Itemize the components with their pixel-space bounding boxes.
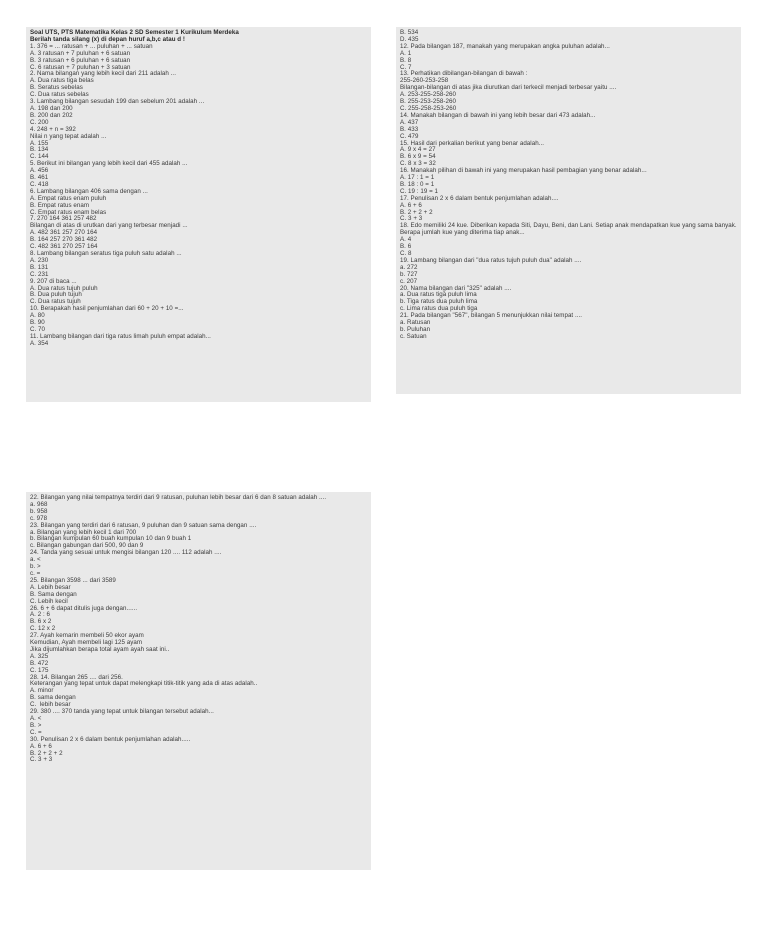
text-line: C. Lebih kecil	[30, 597, 68, 605]
text-line: A. 437	[400, 118, 419, 126]
text-line: B. 18 : 0 = 1	[400, 180, 435, 188]
text-line: A. 230	[30, 256, 49, 264]
text-line: B. 461	[30, 174, 49, 182]
text-line: B. sama dengan	[30, 694, 76, 702]
text-line: C. =	[30, 728, 42, 736]
text-line: c. Satuan	[400, 332, 427, 340]
text-line: A. minor	[30, 687, 54, 695]
text-line: 16. Manakah pilihan di bawah ini yang merupakan hasil pembagian yang benar adalah...	[400, 167, 647, 175]
text-line: c. =	[30, 569, 41, 577]
text-line: c. 978	[30, 514, 48, 522]
text-line: Berilah tanda silang (x) di depan huruf a,b,c atau d !	[30, 35, 186, 43]
text-line: B. Sama dengan	[30, 590, 77, 598]
text-line: 26. 6 + 6 dapat ditulis juga dengan......	[30, 604, 138, 612]
text-line: 9. 207 di baca ...	[30, 277, 77, 285]
text-line: 12. Pada bilangan 187, manakah yang merupakan angka puluhan adalah...	[400, 42, 610, 50]
text-line: C. 6 ratusan + 7 puluhan + 3 satuan	[30, 63, 131, 71]
text-line: B. 2 + 2 + 2	[400, 208, 433, 216]
text-line: 15. Hasil dari perkalian berikut yang benar adalah...	[400, 139, 545, 147]
text-line: C. 255-258-253-260	[400, 104, 457, 112]
text-line: b. >	[30, 563, 41, 571]
text-line: C. 200	[30, 118, 49, 126]
text-line: C. Empat ratus enam belas	[30, 208, 107, 216]
text-line: B. 3 ratusan + 6 puluhan + 6 satuan	[30, 56, 131, 64]
text-line: B. 200 dan 202	[30, 111, 73, 119]
text-line: C. 8 x 3 = 32	[400, 160, 436, 168]
text-line: B. 534	[400, 29, 419, 36]
text-line: C. 3 + 3	[30, 756, 53, 764]
text-line: B. 433	[400, 125, 419, 133]
text-line: B. Dua puluh tujuh	[30, 291, 82, 299]
text-line: B. 134	[30, 146, 49, 154]
text-line: 10. Berapakah hasil penjumlahan dari 60 + 20 + 10 =...	[30, 305, 184, 313]
text-line: a. Ratusan	[400, 319, 431, 327]
text-line: B. 472	[30, 659, 49, 667]
text-line: 6. Lambang bilangan 406 sama dengan ...	[30, 187, 148, 195]
text-line: B. 2 + 2 + 2	[30, 749, 63, 757]
text-line: 4. 248 + n = 392	[30, 125, 76, 133]
text-line: 1. 376 = ... ratusan + ... puluhan + ... satuan	[30, 42, 153, 50]
text-line: a. 272	[400, 263, 418, 271]
text-line: 20. Nama bilangan dari "325" adalah ....	[400, 284, 512, 292]
text-line: 22. Bilangan yang nilai tempatnya terdiri dari 9 ratusan, puluhan lebih besar dari 6 dan 8 satuan adalah ....	[30, 494, 327, 501]
text-line: A. 198 dan 200	[30, 104, 73, 112]
text-line: 14. Manakah bilangan di bawah ini yang lebih besar dari 473 adalah...	[400, 111, 596, 119]
text-line: 7. 270 164 361 257 482	[30, 215, 97, 223]
text-line: B. 6	[400, 243, 412, 251]
text-line: 17. Penulisan 2 x 6 dalam bentuk penjumlahan adalah....	[400, 194, 559, 202]
text-line: A. 3 ratusan + 7 puluhan + 6 satuan	[30, 49, 131, 57]
text-line: a. <	[30, 556, 41, 564]
text-line: 29. 380 .... 370 tanda yang tepat untuk bilangan tersebut adalah...	[30, 708, 214, 716]
text-line: A. 482 361 257 270 164	[30, 229, 98, 237]
text-line: a. Bilangan yang lebih kecil 1 dari 700	[30, 528, 137, 536]
text-line: 11. Lambang bilangan dari tiga ratus limah puluh empat adalah...	[30, 332, 211, 340]
text-line: 3. Lambang bilangan sesudah 199 dan sebelum 201 adalah ...	[30, 98, 205, 106]
page-panel-2	[396, 27, 741, 394]
text-line: C. 70	[30, 325, 46, 333]
text-line: b. Tiga ratus dua puluh lima	[400, 298, 478, 306]
text-line: A. 155	[30, 139, 49, 147]
text-line: a. Dua ratus tiga puluh lima	[400, 291, 477, 299]
text-line: B. 255-253-258-260	[400, 98, 456, 106]
text-line: 27. Ayah kemarin membeli 50 ekor ayam	[30, 632, 144, 640]
text-line: A. 354	[30, 339, 49, 347]
text-line: D. 435	[400, 35, 419, 43]
text-line: B. 164 257 270 361 482	[30, 236, 98, 244]
text-line: 21. Pada bilangan "567", bilangan 5 menunjukkan nilai tempat ....	[400, 312, 583, 320]
text-line: A. 9 x 4 = 27	[400, 146, 436, 154]
text-line: c. Lima ratus dua puluh tiga	[400, 305, 478, 313]
text-line: 5. Berikut ini bilangan yang lebih kecil dari 455 adalah ...	[30, 160, 188, 168]
text-line: C. Dua ratus sebelas	[30, 91, 89, 99]
text-line: C. 7	[400, 63, 412, 71]
text-line: Kemudian, Ayah membeli lagi 125 ayam	[30, 639, 143, 647]
text-line: 25. Bilangan 3598 ... dari 3589	[30, 576, 116, 584]
text-line: A. 253-255-258-260	[400, 91, 456, 99]
text-line: C. 418	[30, 180, 49, 188]
text-line: c. Bilangan gabungan dari 500, 90 dan 9	[30, 542, 144, 550]
text-line: Keterangan yang tepat untuk dapat melengkapi titik-titik yang ada di atas adalah..	[30, 680, 258, 688]
text-line: 30. Penulisan 2 x 6 dalam bentuk penjumlahan adalah.....	[30, 735, 191, 743]
text-line: A. Dua ratus tujuh puluh	[30, 284, 98, 292]
text-line: C. 231	[30, 270, 49, 278]
text-line: A. Lebih besar	[30, 583, 71, 591]
text-line: A. Dua ratus tiga belas	[30, 77, 94, 85]
text-line: A. 4	[400, 236, 412, 244]
text-line: Nilai n yang tepat adalah ...	[30, 132, 107, 140]
text-line: B. 6 x 2	[30, 618, 52, 626]
text-line: A. 1	[400, 49, 412, 57]
text-line: b. 727	[400, 270, 418, 278]
text-line: B. 131	[30, 263, 49, 271]
text-line: C. 482 361 270 257 164	[30, 243, 98, 251]
text-line: C. 12 x 2	[30, 625, 56, 633]
text-line: C. 479	[400, 132, 419, 140]
text-line: 8. Lambang bilangan seratus tiga puluh satu adalah ...	[30, 250, 182, 257]
text-line: Bilangan-bilangan di atas jika diurutkan dari terkecil menjadi terbesar yaitu ....	[400, 84, 617, 92]
text-line: 255-260-253-258	[400, 77, 449, 85]
text-line: B. 6 x 9 = 54	[400, 153, 436, 161]
text-line: B. >	[30, 721, 42, 729]
text-line: C. 175	[30, 666, 49, 674]
text-line: c. 207	[400, 277, 418, 285]
text-line: A. 2 : 6	[30, 611, 51, 619]
text-line: 2. Nama bilangan yang lebih kecil dari 211 adalah ...	[30, 70, 176, 78]
text-line: A. 6 + 6	[400, 201, 422, 209]
text-line: A. 456	[30, 167, 49, 175]
text-line: C. 19 : 19 = 1	[400, 187, 439, 195]
text-line: A. Empat ratus enam puluh	[30, 194, 107, 202]
text-line: Jika dijumlahkan berapa total ayam ayah saat ini..	[30, 645, 170, 653]
text-line: B. 8	[400, 56, 412, 64]
text-line: C. lebih besar	[30, 701, 71, 709]
text-line: A. 6 + 6	[30, 742, 52, 750]
text-line: C. 3 + 3	[400, 215, 423, 223]
text-line: b. 958	[30, 507, 48, 515]
text-line: A. 80	[30, 312, 45, 320]
text-line: Soal UTS, PTS Matematika Kelas 2 SD Semester 1 Kurikulum Merdeka	[30, 29, 239, 36]
text-line: 24. Tanda yang sesuai untuk mengisi bilangan 120 .... 112 adalah ....	[30, 549, 222, 557]
text-line: a. 968	[30, 500, 48, 508]
page-panel-3	[26, 492, 371, 870]
text-line: b. Puluhan	[400, 325, 431, 333]
text-line: 23. Bilangan yang terdiri dari 6 ratusan, 9 puluhan dan 9 satuan sama dengan ....	[30, 521, 257, 529]
text-line: b. Bilangan kumpulan 60 buah kumpulan 10 dan 9 buah 1	[30, 535, 192, 543]
text-line: Bilangan di atas di urutkan dari yang terbesar menjadi ...	[30, 222, 188, 230]
text-line: 18. Edo memiliki 24 kue. Diberikan kepada Siti, Dayu, Beni, dan Lani. Setiap anak mendapatkan kue yang sama banyak. Berapa jumlah kue yang diterima tiap anak...	[400, 222, 739, 237]
text-line: B. Empat ratus enam	[30, 201, 90, 209]
text-line: A. 17 : 1 = 1	[400, 174, 435, 182]
text-line: C. Dua ratus tujuh	[30, 298, 81, 306]
page-panel-1	[26, 27, 371, 402]
text-line: 19. Lambang bilangan dari "dua ratus tujuh puluh dua" adalah ....	[400, 256, 582, 264]
text-line: 28. 14. Bilangan 265 .... dari 256.	[30, 673, 123, 681]
text-line: B. 90	[30, 319, 45, 327]
text-line: A. 325	[30, 652, 49, 660]
text-line: B. Seratus sebelas	[30, 84, 83, 92]
text-line: C. 144	[30, 153, 49, 161]
text-line: C. 8	[400, 250, 412, 257]
text-line: A. <	[30, 715, 42, 722]
text-line: 13. Perhatikan dibilangan-bilangan di bawah :	[400, 70, 528, 78]
